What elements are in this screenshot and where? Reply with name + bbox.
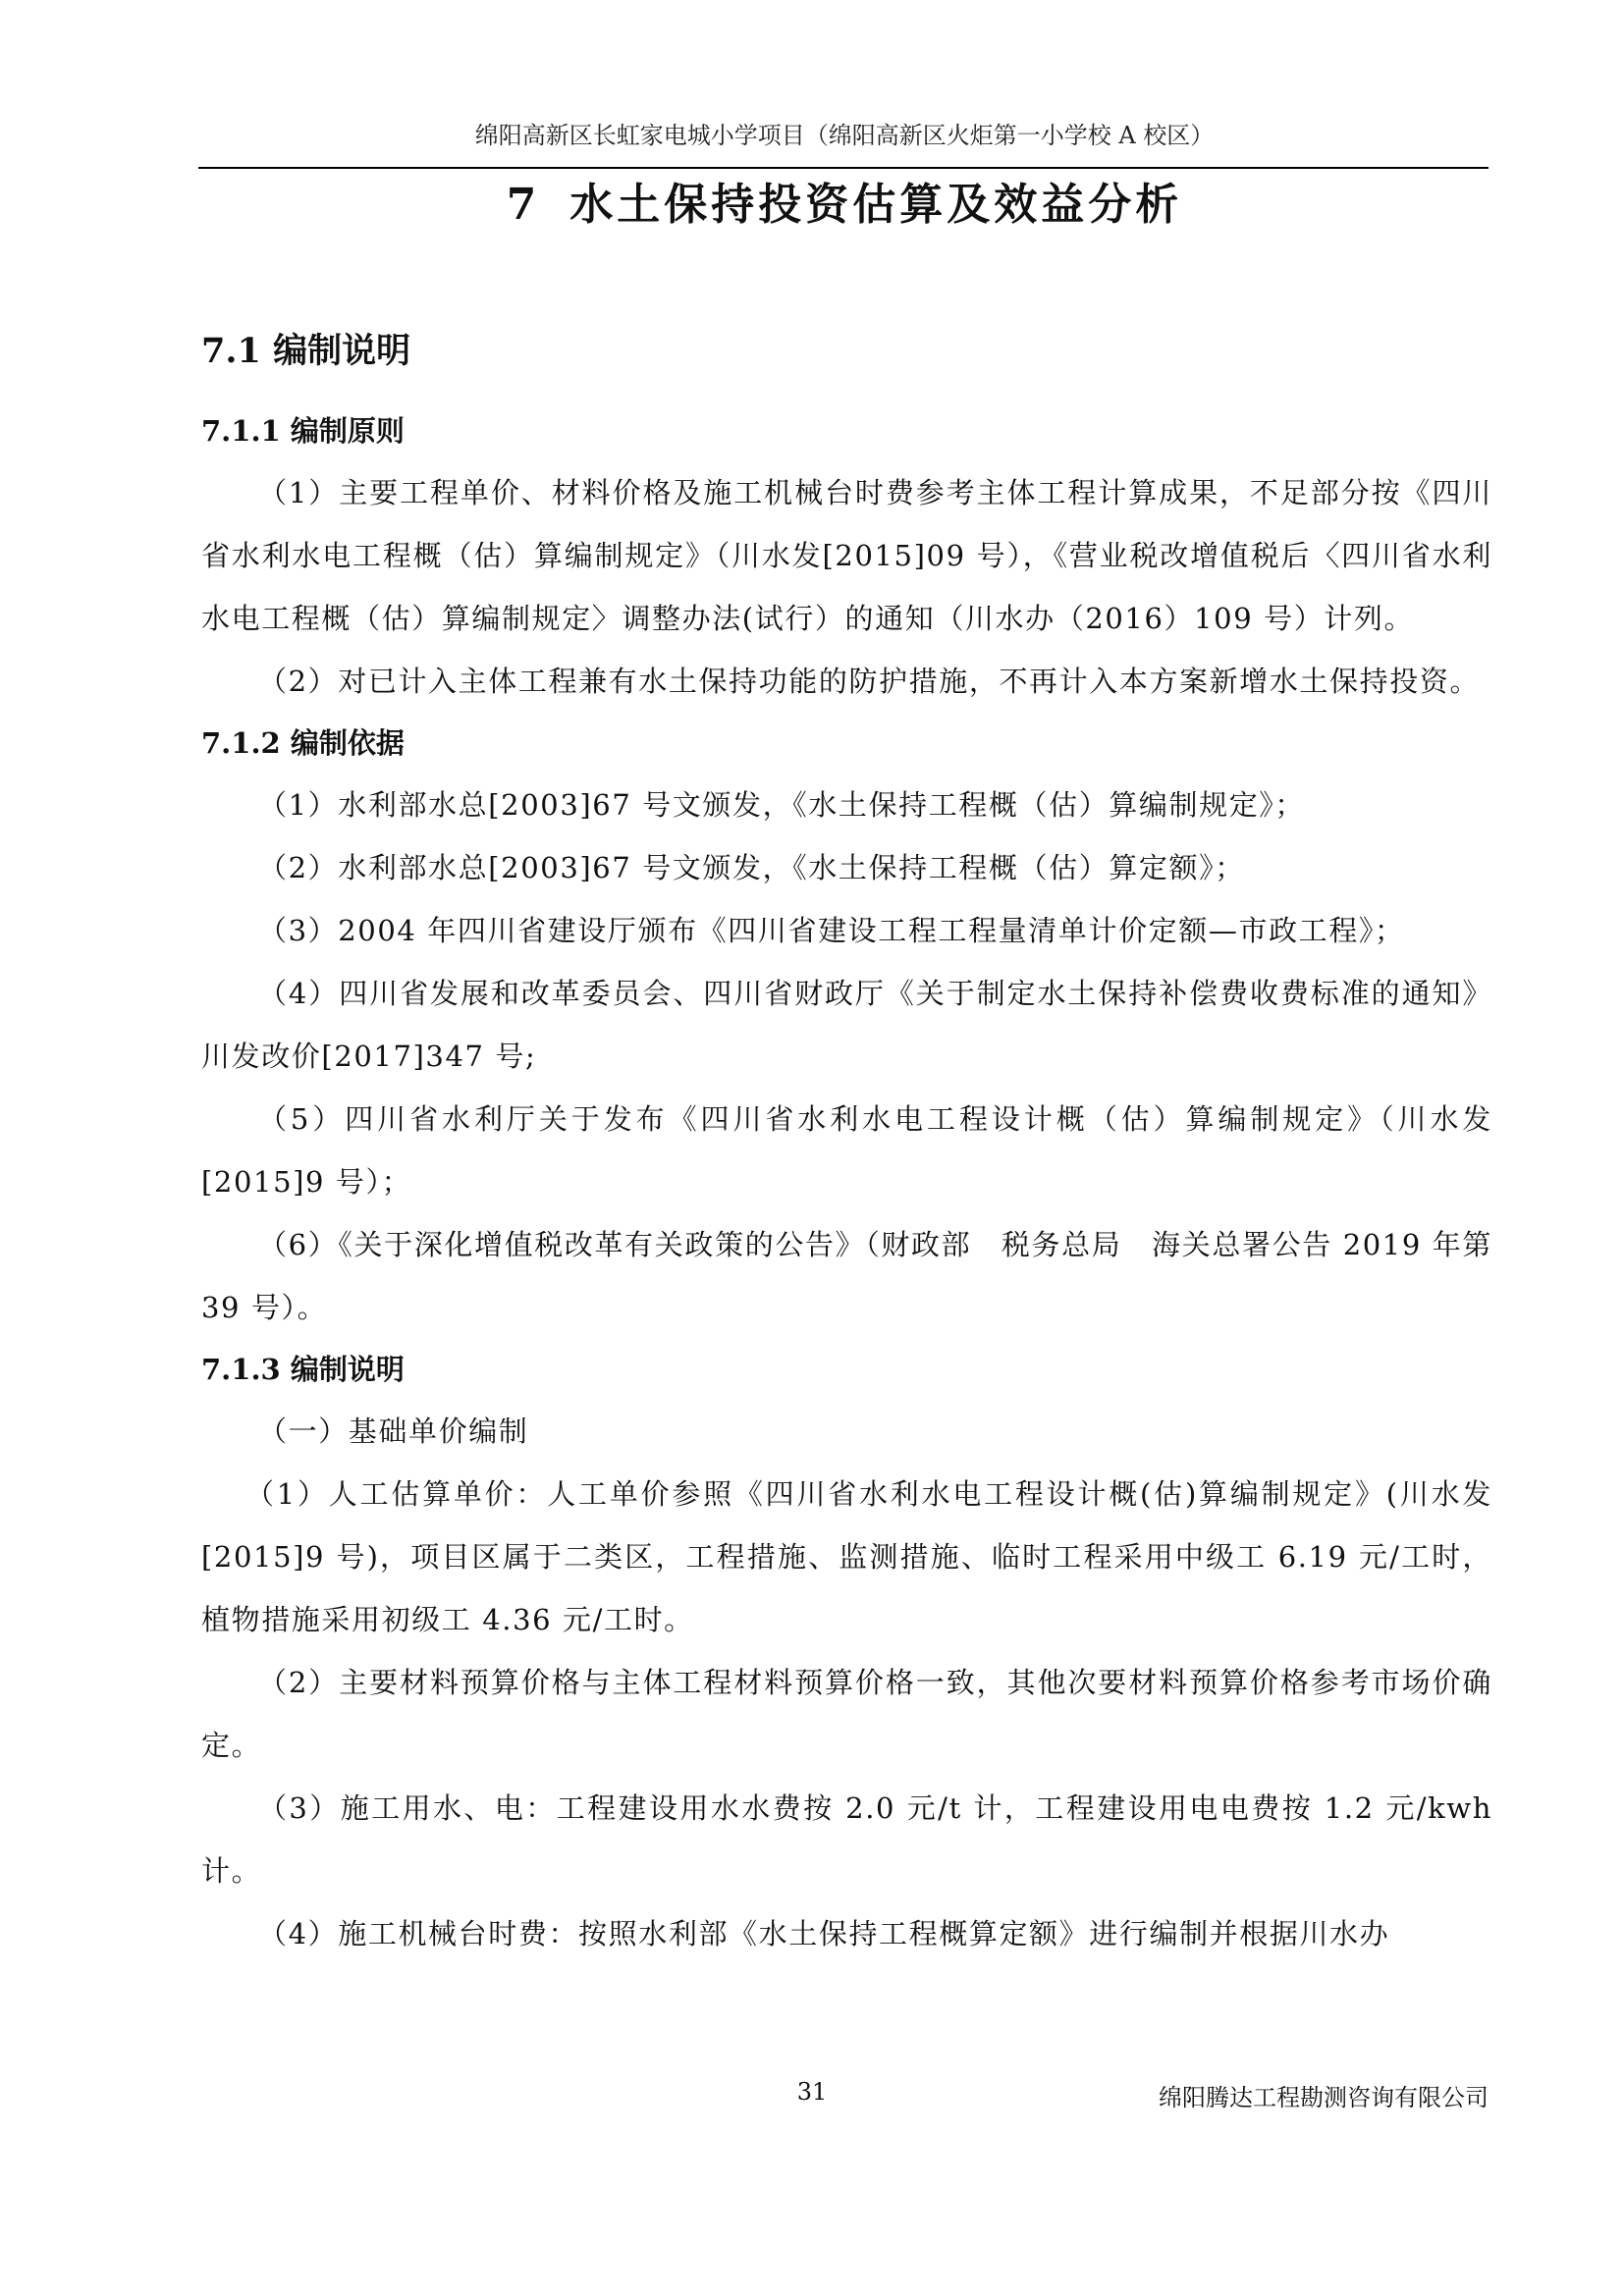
- basis-item-5: （5）四川省水利厅关于发布《四川省水利水电工程设计概（估）算编制规定》（川水发[2015]9 号）；: [201, 1102, 1492, 1199]
- basis-item-4: （4）四川省发展和改革委员会、四川省财政厅《关于制定水土保持补偿费收费标准的通知》川发改价[2017]347 号;: [201, 977, 1492, 1073]
- chapter-title: [201, 169, 1488, 232]
- document-body: [201, 322, 1492, 1965]
- chapter-title-text: 水土保持投资估算及效益分析: [569, 180, 1183, 230]
- basis-item-2: （2）水利部水总[2003]67 号文颁发，《水土保持工程概（估）算定额》；: [258, 851, 1245, 884]
- explanation-item-4: （4）施工机械台时费：按照水利部《水土保持工程概算定额》进行编制并根据川水办: [258, 1917, 1390, 1950]
- explanation-item-2: （2）主要材料预算价格与主体工程材料预算价格一致，其他次要材料预算价格参考市场价确定。: [201, 1666, 1492, 1762]
- paragraph-principle-2: （2）对已计入主体工程兼有水土保持功能的防护措施，不再计入本方案新增水土保持投资。: [258, 665, 1481, 698]
- explanation-item-1: （1）人工估算单价：人工单价参照《四川省水利水电工程设计概(估)算编制规定》(川水发[2015]9 号)，项目区属于二类区，工程措施、监测措施、临时工程采用中级工 6.19 元/工时，植物措施采用初级工 4.36 元/工时。: [201, 1477, 1492, 1636]
- footer-company: 绵阳腾达工程勘测咨询有限公司: [1159, 2084, 1489, 2111]
- section-heading-7-1: 7.1 编制说明: [201, 331, 411, 371]
- basis-item-6: （6）《关于深化增值税改革有关政策的公告》（财政部 税务总局 海关总署公告 2019 年第 39 号）。: [201, 1228, 1492, 1324]
- section-heading-7-1-2: 7.1.2 编制依据: [201, 726, 405, 760]
- paragraph-principle-1: （1）主要工程单价、材料价格及施工机械台时费参考主体工程计算成果，不足部分按《四川省水利水电工程概（估）算编制规定》（川水发[2015]09 号），《营业税改增值税后〈四川省水利水电工程概（估）算编制规定〉调整办法(试行）的通知（川水办（2016）109 号）计列。: [201, 476, 1492, 635]
- section-heading-7-1-1: 7.1.1 编制原则: [201, 414, 405, 448]
- page-number: 31: [796, 2078, 828, 2106]
- chapter-number: 7: [506, 180, 541, 230]
- section-heading-7-1-3: 7.1.3 编制说明: [201, 1353, 405, 1386]
- basis-item-1: （1）水利部水总[2003]67 号文颁发，《水土保持工程概（估）算编制规定》；: [258, 788, 1306, 822]
- subheading-basic-unit-price: （一）基础单价编制: [258, 1415, 529, 1448]
- explanation-item-3: （3）施工用水、电：工程建设用水水费按 2.0 元/t 计，工程建设用电电费按 1.2 元/kwh 计。: [201, 1791, 1492, 1888]
- basis-item-3: （3）2004 年四川省建设厅颁布《四川省建设工程工程量清单计价定额—市政工程》；: [258, 914, 1405, 947]
- running-header: 绵阳高新区长虹家电城小学项目（绵阳高新区火炬第一小学校 A 校区）: [474, 122, 1215, 149]
